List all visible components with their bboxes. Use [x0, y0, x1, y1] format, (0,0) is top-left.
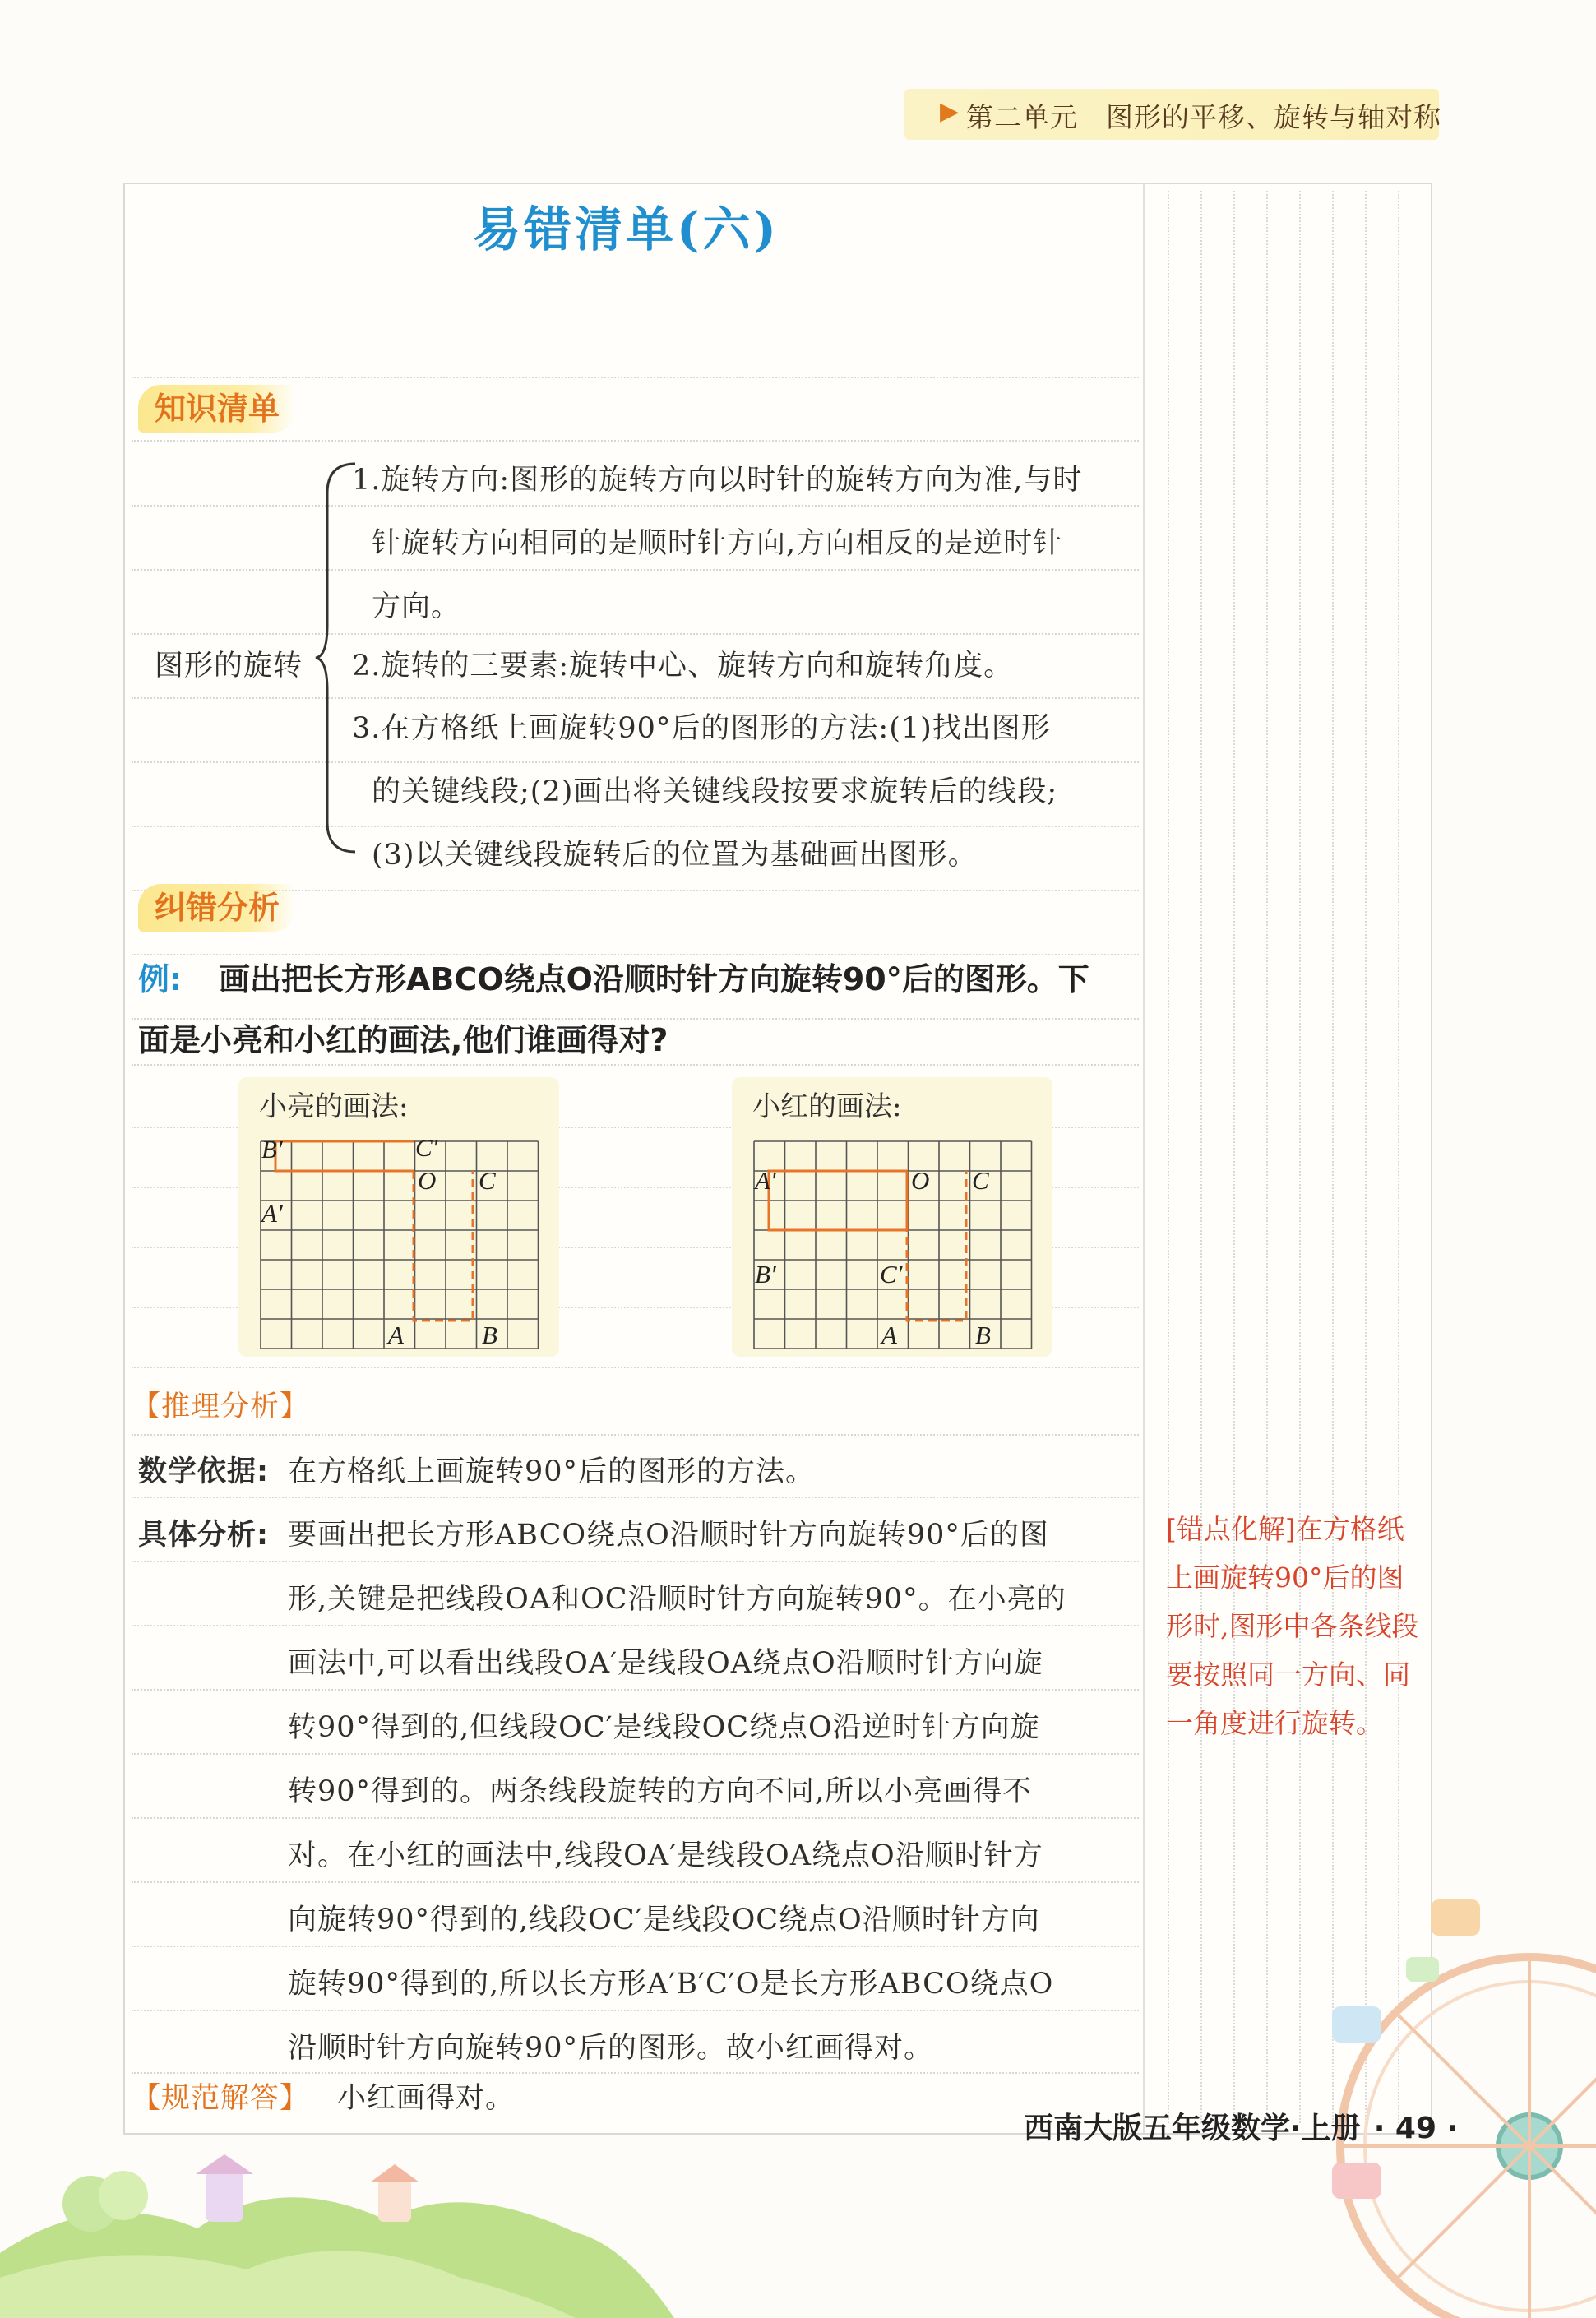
point-label: B: [975, 1321, 991, 1349]
knowledge-line: 针旋转方向相同的是顺时针方向,方向相反的是逆时针: [372, 527, 1063, 560]
grid-caption: 小亮的画法:: [259, 1090, 409, 1123]
ruled-line: [132, 633, 1139, 635]
page-title: 易错清单(六): [473, 201, 779, 257]
basis-text: 在方格纸上画旋转90°后的图形的方法。: [288, 1455, 816, 1488]
answer-text: 小红画得对。: [337, 2082, 516, 2115]
unit-header-title: 第二单元 图形的平移、旋转与轴对称: [966, 101, 1441, 133]
point-label: A′: [261, 1199, 283, 1228]
ruled-line: [132, 761, 1139, 763]
side-note: [1166, 1505, 1429, 1747]
ruled-line: [132, 1753, 1139, 1755]
footer-book: 西南大版五年级数学·上册: [1024, 2112, 1361, 2145]
knowledge-section-tag: 知识清单: [138, 385, 296, 433]
margin-divider: [1143, 183, 1145, 2133]
ruled-line: [132, 505, 1139, 507]
side-note-label: [错点化解]: [1166, 1513, 1296, 1545]
knowledge-line: 3.在方格纸上画旋转90°后的图形的方法:(1)找出图形: [352, 712, 1051, 745]
ruled-line: [132, 1625, 1139, 1626]
xiaoliang-rotated-rectangle: [275, 1141, 414, 1171]
margin-line: [1299, 191, 1301, 2123]
knowledge-line: 的关键线段;(2)画出将关键线段按要求旋转后的线段;: [372, 775, 1058, 808]
grid-xiaoliang: [257, 1133, 540, 1352]
margin-line: [1266, 191, 1268, 2123]
point-label: A: [881, 1321, 897, 1349]
knowledge-line: (3)以关键线段旋转后的位置为基础画出图形。: [372, 839, 978, 872]
point-label: B: [482, 1321, 497, 1349]
page-number: · 49 ·: [1373, 2112, 1459, 2145]
ruled-line: [132, 1946, 1139, 1947]
detail-line: 转90°得到的。两条线段旋转的方向不同,所以小亮画得不: [288, 1775, 1033, 1808]
example-label: 例:: [138, 961, 183, 997]
ruled-line: [132, 2010, 1139, 2011]
point-label: C: [972, 1166, 989, 1195]
basis-label: 数学依据:: [138, 1455, 269, 1488]
ruled-line: [132, 1817, 1139, 1819]
ruled-line: [132, 569, 1139, 571]
ruled-line: [132, 1497, 1139, 1498]
ruled-line: [132, 1434, 1139, 1436]
ruled-line: [132, 1689, 1139, 1691]
point-label: C: [479, 1166, 496, 1195]
header-arrow-icon: ▶: [940, 97, 960, 126]
knowledge-line: 2.旋转的三要素:旋转中心、旋转方向和旋转角度。: [352, 650, 1014, 682]
grid-caption: 小红的画法:: [752, 1090, 902, 1123]
point-label: C′: [880, 1260, 903, 1289]
margin-line: [1233, 191, 1235, 2123]
point-label: C′: [415, 1133, 438, 1162]
grid-lines: [754, 1141, 1032, 1349]
knowledge-line: 方向。: [372, 590, 461, 623]
detail-line: 旋转90°得到的,所以长方形A′B′C′O是长方形ABCO绕点O: [288, 1968, 1054, 2001]
ruled-line: [132, 826, 1139, 827]
margin-line: [1332, 191, 1334, 2123]
grid-xiaohong: [751, 1133, 1034, 1352]
ferris-wheel-decoration: [1316, 1850, 1596, 2318]
detail-label: 具体分析:: [138, 1519, 269, 1552]
point-label: B′: [755, 1260, 776, 1289]
knowledge-subject: 图形的旋转: [155, 650, 303, 682]
point-label: A′: [755, 1166, 776, 1195]
ruled-line: [132, 1367, 1139, 1368]
reasoning-tag: 【推理分析】: [132, 1390, 310, 1423]
detail-line: 转90°得到的,但线段OC′是线段OC绕点O沿逆时针方向旋: [288, 1711, 1040, 1744]
detail-line: 对。在小红的画法中,线段OA′是线段OA绕点O沿顺时针方: [288, 1839, 1043, 1872]
ruled-line: [132, 2072, 1139, 2074]
margin-line: [1168, 191, 1169, 2123]
margin-line: [1398, 191, 1399, 2123]
ruled-line: [132, 1561, 1139, 1562]
margin-line: [1365, 191, 1367, 2123]
ruled-line: [132, 440, 1139, 442]
example-question: 画出把长方形ABCO绕点O沿顺时针方向旋转90°后的图形。下: [219, 961, 1089, 997]
ruled-line: [132, 1881, 1139, 1883]
detail-line: 形,关键是把线段OA和OC沿顺时针方向旋转90°。在小亮的: [288, 1583, 1066, 1616]
knowledge-line: 1.旋转方向:图形的旋转方向以时针的旋转方向为准,与时: [352, 464, 1083, 497]
point-label: B′: [261, 1135, 283, 1164]
analysis-section-tag: 纠错分析: [138, 884, 296, 932]
detail-line: 沿顺时针方向旋转90°后的图形。故小红画得对。: [288, 2032, 934, 2065]
grid-lines: [261, 1141, 539, 1349]
footer-book-title: [1024, 2105, 1458, 2147]
ruled-line: [132, 1064, 1139, 1066]
point-label: O: [418, 1166, 437, 1195]
ruled-line: [132, 377, 1139, 378]
detail-line: 向旋转90°得到的,线段OC′是线段OC绕点O沿顺时针方向: [288, 1904, 1040, 1936]
margin-line: [1200, 191, 1202, 2123]
side-note-text: 在方格纸上画旋转90°后的图形时,图形中各条线段要按照同一方向、同一角度进行旋转。: [1166, 1513, 1419, 1739]
point-label: O: [911, 1166, 930, 1195]
answer-tag: 【规范解答】: [132, 2082, 310, 2115]
detail-line: 要画出把长方形ABCO绕点O沿顺时针方向旋转90°后的图: [288, 1519, 1049, 1552]
ruled-line: [132, 697, 1139, 699]
point-label: A: [388, 1321, 404, 1349]
example-question: 面是小亮和小红的画法,他们谁画得对?: [138, 1022, 668, 1058]
detail-line: 画法中,可以看出线段OA′是线段OA绕点O沿顺时针方向旋: [288, 1647, 1043, 1680]
